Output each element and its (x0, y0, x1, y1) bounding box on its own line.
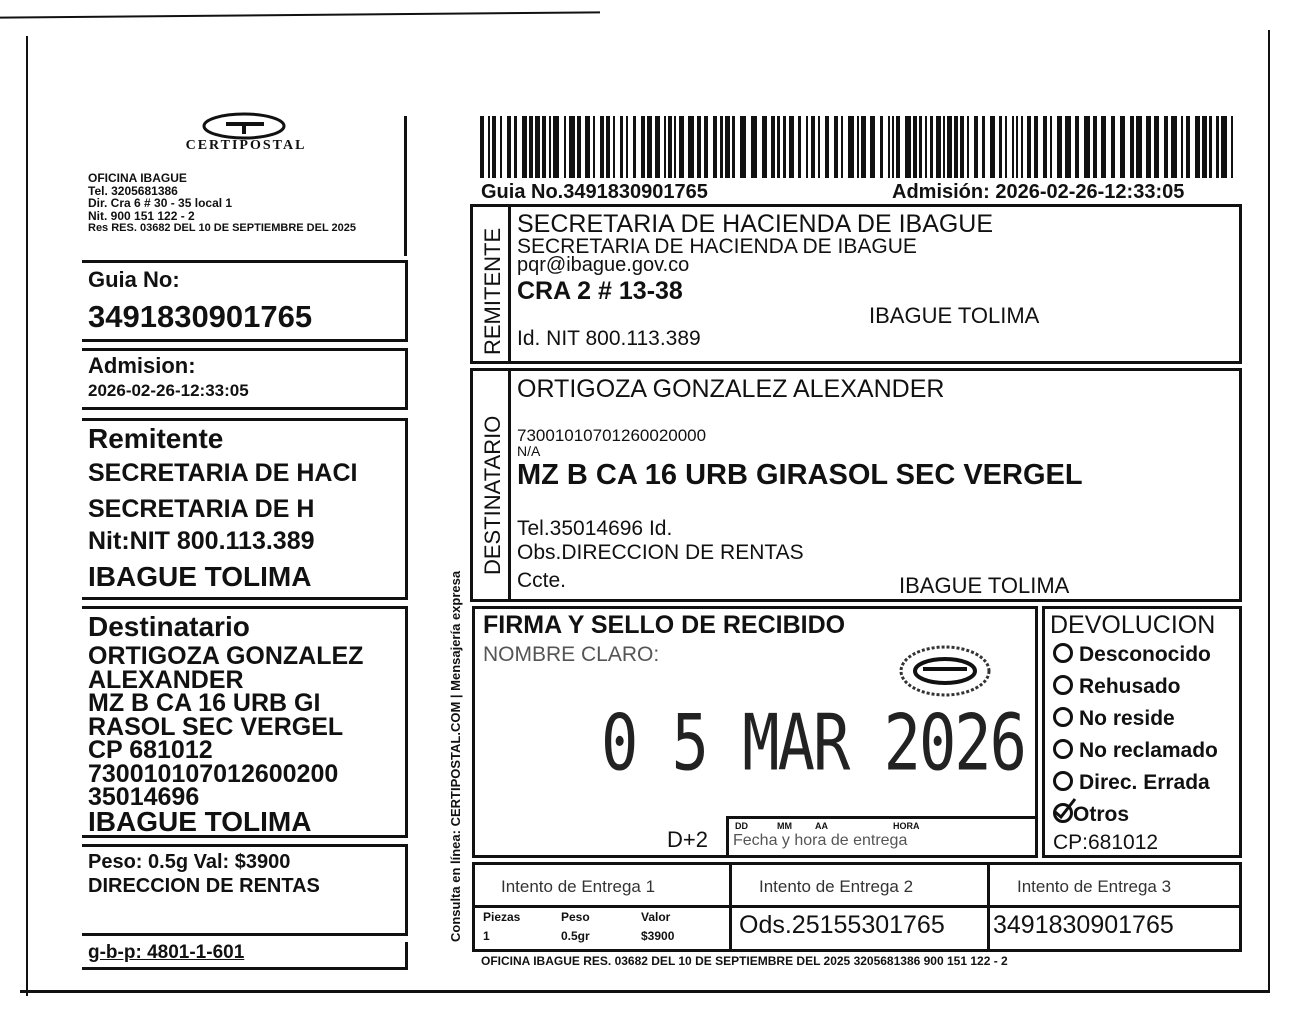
barcode-bar (1050, 116, 1052, 178)
firma-title: FIRMA Y SELLO DE RECIBIDO (483, 611, 846, 639)
devolucion-option-3[interactable] (1053, 707, 1175, 731)
devolucion-option-label: Direc. Errada (1079, 771, 1210, 794)
barcode-bar (1075, 116, 1079, 178)
barcode-bar (870, 116, 875, 178)
barcode-bar (725, 116, 730, 178)
barcode-bar (1016, 116, 1018, 178)
piezas-label: Piezas (483, 910, 521, 924)
barcode-bar (1120, 116, 1125, 178)
destinatario-ccte: Ccte. (517, 569, 567, 592)
barcode-bar (600, 116, 604, 178)
barcode-bar (720, 116, 723, 178)
intento-guia-value: 3491830901765 (993, 911, 1174, 939)
barcode-bar (777, 116, 780, 178)
left-guia-label: Guia No: (88, 267, 180, 292)
peso-label: Peso (561, 910, 590, 924)
destinatario-tab-divider (508, 371, 511, 599)
barcode-bar (1209, 116, 1212, 178)
barcode-bar (585, 116, 590, 178)
barcode-bar (564, 116, 566, 178)
left-admision-label: Admision: (88, 353, 196, 378)
barcode-bar (492, 116, 496, 178)
left-destinatario-label: Destinatario (88, 611, 250, 642)
devolucion-option-1[interactable] (1053, 643, 1211, 667)
left-dest-line-5: CP 681012 (88, 736, 213, 764)
fecha-dd: DD (735, 821, 748, 831)
remitente-tab: REMITENTE (480, 227, 505, 355)
barcode-bar (553, 116, 559, 178)
certipostal-logo (160, 112, 340, 162)
destinatario-code: 73001010701260020000 (517, 426, 707, 445)
intento-1-label: Intento de Entrega 1 (501, 877, 656, 896)
barcode-bar (593, 116, 595, 178)
devolucion-option-label: No reside (1079, 707, 1175, 730)
barcode-bar (549, 116, 551, 178)
left-guia-value: 3491830901765 (88, 299, 313, 334)
barcode-bar (522, 116, 527, 178)
barcode-bar (613, 116, 615, 178)
barcode-bar (626, 116, 628, 178)
devolucion-option-2[interactable] (1053, 675, 1181, 699)
office-res: Res RES. 03682 DEL 10 DE SEPTIEMBRE DEL 2025 (88, 222, 356, 234)
barcode-bar (1186, 116, 1190, 178)
intento-2-label: Intento de Entrega 2 (759, 877, 914, 896)
radio-icon (1053, 643, 1073, 663)
barcode-bar (1101, 116, 1106, 178)
intentos-vline-1 (729, 865, 732, 949)
left-dest-line-8: IBAGUE TOLIMA (88, 805, 312, 837)
barcode-bar (500, 116, 502, 178)
intento-3-label: Intento de Entrega 3 (1017, 877, 1172, 896)
left-peso-box (82, 844, 408, 936)
barcode-bar (535, 116, 540, 178)
barcode-bar (896, 116, 900, 178)
barcode-bar (798, 116, 801, 178)
barcode-bar (947, 116, 952, 178)
left-remitente-box (82, 418, 408, 600)
radio-icon (1053, 739, 1073, 759)
barcode-bar (936, 116, 941, 178)
piezas-value: 1 (483, 929, 490, 943)
barcode-bar (507, 116, 511, 178)
fecha-aa: AA (815, 821, 828, 831)
scan-edge-left (26, 36, 28, 996)
devolucion-option-5[interactable] (1053, 771, 1210, 795)
devolucion-option-6[interactable] (1053, 803, 1129, 827)
barcode-bar (818, 116, 820, 178)
left-dest-line-4: RASOL SEC VERGEL (88, 712, 344, 741)
fecha-caption: Fecha y hora de entrega (733, 832, 908, 849)
remitente-box (470, 204, 1242, 364)
intentos-vline-2 (987, 865, 990, 949)
remitente-city: IBAGUE TOLIMA (869, 303, 1040, 328)
fecha-mm: MM (777, 821, 792, 831)
barcode-bar (633, 116, 636, 178)
left-obs-line: DIRECCION DE RENTAS (88, 875, 320, 897)
barcode-bar (825, 116, 829, 178)
barcode (480, 116, 1240, 178)
barcode-bar (848, 116, 854, 178)
barcode-bar (1093, 116, 1097, 178)
destinatario-box (470, 368, 1242, 602)
barcode-bar (569, 116, 575, 178)
barcode-bar (1027, 116, 1031, 178)
barcode-bar (1136, 116, 1142, 178)
barcode-bar (861, 116, 866, 178)
remitente-name-1: SECRETARIA DE HACIENDA DE IBAGUE (517, 210, 994, 238)
left-dest-line-6: 730010107012600200 (88, 759, 339, 788)
barcode-bar (1231, 116, 1233, 178)
left-dest-line-1: ORTIGOZA GONZALEZ (88, 642, 364, 670)
destinatario-na: N/A (517, 443, 541, 459)
barcode-bar (620, 116, 623, 178)
fecha-hora: HORA (893, 821, 920, 831)
left-remitente-line-3: Nit:NIT 800.113.389 (88, 527, 315, 555)
barcode-bar (1202, 116, 1207, 178)
footer-text: OFICINA IBAGUE RES. 03682 DEL 10 DE SEPTIEMBRE DEL 2025 3205681386 900 151 122 - 2 (481, 954, 1008, 968)
barcode-bar (704, 116, 708, 178)
stamp-seal (893, 637, 997, 703)
destinatario-name: ORTIGOZA GONZALEZ ALEXANDER (517, 375, 945, 403)
barcode-bar (1164, 116, 1168, 178)
barcode-bar (811, 116, 815, 178)
barcode-bar (925, 116, 927, 178)
left-gbp-box (82, 942, 408, 970)
barcode-bar (641, 116, 645, 178)
barcode-bar (1034, 116, 1038, 178)
vertical-side-text: Consulta en línea: CERTIPOSTAL.COM | Mensajería expresa (448, 570, 463, 942)
barcode-bar (990, 116, 995, 178)
barcode-bar (577, 116, 581, 178)
barcode-bar (1065, 116, 1071, 178)
d-plus-2: D+2 (667, 827, 708, 852)
devolucion-cp: CP:681012 (1053, 831, 1159, 854)
intentos-table (472, 862, 1242, 952)
left-admision-value: 2026-02-26-12:33:05 (88, 381, 249, 400)
remitente-name-2: SECRETARIA DE HACIENDA DE IBAGUE (517, 235, 917, 258)
destinatario-obs: Obs.DIRECCION DE RENTAS (517, 541, 804, 564)
barcode-bar (888, 116, 890, 178)
barcode-bar (674, 116, 676, 178)
barcode-bar (732, 116, 735, 178)
left-dest-line-2: ALEXANDER (88, 665, 244, 694)
stamp-date: 0 5 MAR 2026 (601, 697, 1025, 789)
remitente-email: pqr@ibague.gov.co (517, 254, 690, 276)
barcode-bar (647, 116, 652, 178)
barcode-bar (834, 116, 838, 178)
barcode-bar (713, 116, 717, 178)
barcode-bar (1111, 116, 1115, 178)
scan-edge-right (1268, 30, 1270, 990)
left-remitente-line-4: IBAGUE TOLIMA (88, 561, 312, 592)
devolucion-option-label: Rehusado (1079, 675, 1181, 698)
intentos-hline (475, 905, 1239, 908)
barcode-bar (1084, 116, 1090, 178)
firma-nombre: NOMBRE CLARO: (483, 643, 660, 666)
office-tel: Tel. 3205681386 (88, 183, 178, 198)
devolucion-option-label: No reclamado (1079, 739, 1218, 762)
barcode-bar (606, 116, 610, 178)
barcode-bar (1146, 116, 1151, 178)
barcode-bar (913, 116, 917, 178)
barcode-bar (771, 116, 775, 178)
barcode-bar (974, 116, 978, 178)
barcode-bar (1130, 116, 1134, 178)
left-dest-line-7: 35014696 (88, 783, 200, 811)
left-admision-box (82, 348, 408, 410)
barcode-bar (762, 116, 767, 178)
barcode-bar (488, 116, 490, 178)
barcode-bar (905, 116, 911, 178)
barcode-bar (688, 116, 694, 178)
barcode-bar (1043, 116, 1047, 178)
barcode-bar (943, 116, 945, 178)
left-dest-line-3: MZ B CA 16 URB GI (88, 689, 321, 717)
valor-label: Valor (641, 910, 671, 924)
barcode-bar (668, 116, 672, 178)
barcode-bar (1005, 116, 1007, 178)
devolucion-option-label: Desconocido (1079, 643, 1211, 666)
barcode-bar (954, 116, 958, 178)
left-remitente-label: Remitente (88, 423, 224, 454)
left-col-rule (404, 116, 407, 256)
barcode-bar (789, 116, 794, 178)
barcode-bar (542, 116, 546, 178)
left-gbp: g-b-p: 4801-1-601 (88, 942, 245, 963)
barcode-bar (655, 116, 660, 178)
devolucion-option-4[interactable] (1053, 739, 1218, 763)
logo-wordmark: CERTIPOSTAL (185, 138, 307, 153)
barcode-bar (1221, 116, 1227, 178)
devolucion-title: DEVOLUCION (1050, 611, 1216, 639)
devolucion-option-label: Otros (1073, 803, 1130, 826)
barcode-bar (967, 116, 969, 178)
left-remitente-line-2: SECRETARIA DE H (88, 495, 315, 523)
barcode-bar (841, 116, 843, 178)
destinatario-city: IBAGUE TOLIMA (899, 573, 1070, 598)
barcode-bar (960, 116, 964, 178)
destinatario-tab: DESTINATARIO (480, 415, 505, 575)
barcode-bar (664, 116, 666, 178)
office-nit: Nit. 900 151 122 - 2 (88, 208, 195, 223)
barcode-bar (1057, 116, 1062, 178)
header-admision: Admisión: 2026-02-26-12:33:05 (892, 181, 1185, 203)
office-block (88, 172, 356, 235)
destinatario-address: MZ B CA 16 URB GIRASOL SEC VERGEL (517, 459, 1083, 491)
barcode-bar (697, 116, 701, 178)
fecha-box (726, 816, 1038, 858)
office-dir: Dir. Cra 6 # 30 - 35 local 1 (88, 196, 233, 210)
barcode-bar (740, 116, 746, 178)
destinatario-tel: Tel.35014696 Id. (517, 517, 673, 540)
scan-edge-bottom (20, 990, 1270, 993)
barcode-bar (930, 116, 933, 178)
barcode-bar (514, 116, 517, 178)
barcode-bar (982, 116, 985, 178)
barcode-bar (919, 116, 922, 178)
ods-value: Ods.25155301765 (739, 911, 945, 939)
left-guia-box (82, 260, 408, 342)
barcode-bar (1216, 116, 1219, 178)
left-peso-line: Peso: 0.5g Val: $3900 (88, 851, 291, 873)
barcode-bar (806, 116, 808, 178)
barcode-bar (679, 116, 684, 178)
barcode-bar (480, 116, 484, 178)
barcode-bar (1012, 116, 1014, 178)
radio-icon (1053, 675, 1073, 695)
barcode-bar (529, 116, 533, 178)
barcode-bar (892, 116, 894, 178)
checked-radio-icon (1053, 803, 1073, 823)
remitente-address: CRA 2 # 13-38 (517, 277, 683, 305)
valor-value: $3900 (641, 929, 675, 943)
barcode-bar (751, 116, 757, 178)
header-guia: Guia No.3491830901765 (481, 181, 708, 203)
office-name: OFICINA IBAGUE (88, 171, 187, 185)
remitente-tab-divider (508, 207, 511, 361)
barcode-bar (999, 116, 1002, 178)
scan-edge-top (0, 11, 600, 18)
barcode-bar (880, 116, 883, 178)
radio-icon (1053, 771, 1073, 791)
barcode-bar (783, 116, 786, 178)
peso-value: 0.5gr (561, 929, 590, 943)
radio-icon (1053, 707, 1073, 727)
barcode-bar (1195, 116, 1200, 178)
barcode-bar (1154, 116, 1159, 178)
left-destinatario-lines (88, 642, 364, 837)
devolucion-box (1042, 606, 1242, 858)
left-remitente-line-1: SECRETARIA DE HACI (88, 459, 358, 487)
left-destinatario-box (82, 606, 408, 838)
barcode-bar (857, 116, 859, 178)
barcode-bar (1181, 116, 1183, 178)
barcode-bar (1171, 116, 1177, 178)
remitente-id: Id. NIT 800.113.389 (517, 327, 701, 350)
barcode-bar (1021, 116, 1023, 178)
